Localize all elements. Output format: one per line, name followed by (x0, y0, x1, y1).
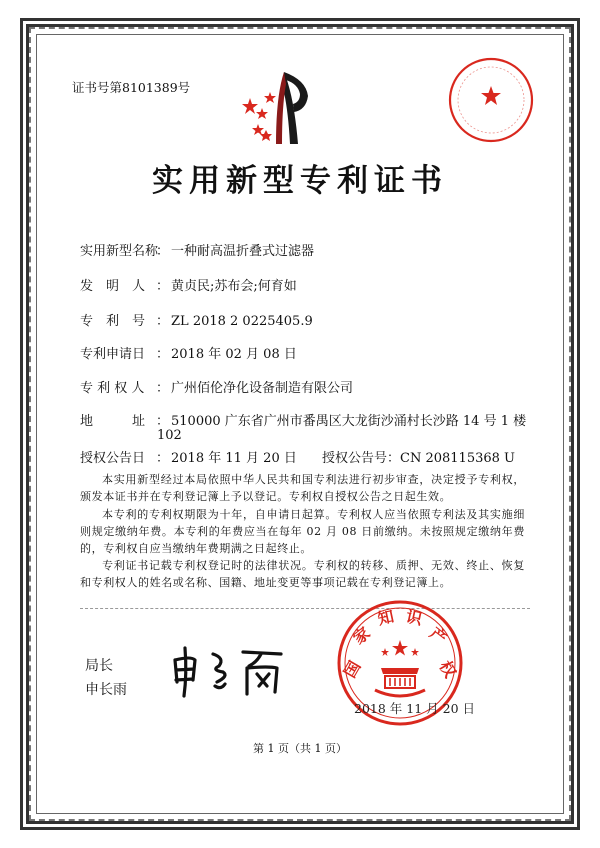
field-value: 2018 年 02 月 08 日 (171, 347, 297, 362)
svg-text:知: 知 (376, 606, 396, 629)
field-value: 2018 年 11 月 20 日 (171, 451, 297, 466)
field-filing-date: 专利申请日 ： 2018 年 02 月 08 日 (80, 343, 297, 362)
field-value: 黄贞民;苏布会;何育如 (171, 279, 297, 294)
svg-text:家: 家 (349, 623, 374, 649)
field-label: 专利申请日 (80, 347, 146, 362)
svg-text:权: 权 (435, 657, 460, 681)
field-inventor: 发 明 人 ： 黄贞民;苏布会;何育如 (80, 275, 297, 294)
field-address: 地 址 ： 510000 广东省广州市番禺区大龙街沙涌村长沙路 14 号 1 楼 (80, 410, 526, 429)
field-label: 发 明 人 (80, 279, 146, 294)
grant-publication-label: 授权公告号： (322, 451, 401, 466)
page-footer: 第 1 页（共 1 页） (253, 742, 347, 755)
body-paragraph-1: 本实用新型经过本局依照中华人民共和国专利法进行初步审查，决定授予专利权，颁发本证书并在专利登记簿上予以登记。专利权自授权公告之日起生效。 (80, 473, 525, 503)
field-value: ZL 2018 2 0225405.9 (171, 314, 313, 329)
field-value: 510000 广东省广州市番禺区大龙街沙涌村长沙路 14 号 1 楼 (171, 414, 527, 429)
body-paragraph-2: 本专利的专利权期限为十年，自申请日起算。专利权人应当依照专利法及其实施细则规定缴纳年费。本专利的年费应当在每年 02 月 08 日前缴纳。未按照规定缴纳年费的，专利权自应当缴纳年费期满之日起终止。 (80, 508, 525, 555)
patent-office-emblem (236, 66, 332, 148)
svg-text:识: 识 (404, 606, 424, 629)
grant-publication-value: CN 208115368 U (400, 451, 515, 466)
field-label: 地 址 (80, 414, 146, 429)
field-value: 广州佰伦净化设备制造有限公司 (171, 381, 354, 396)
document-title: 实用新型专利证书 (152, 163, 448, 199)
director-signature (165, 644, 295, 698)
field-address-line2: 102 (157, 428, 182, 443)
body-paragraph-3: 专利证书记载专利权登记时的法律状况。专利权的转移、质押、无效、终止、恢复和专利权人的姓名或名称、国籍、地址变更等事项记载在专利登记簿上。 (80, 559, 525, 589)
field-label: 授权公告日 (80, 451, 146, 466)
field-patentee: 专 利 权 人 ： 广州佰伦净化设备制造有限公司 (80, 377, 353, 396)
svg-text:产: 产 (426, 623, 451, 649)
field-value: 一种耐高温折叠式过滤器 (171, 244, 315, 259)
certificate-number: 证书号第8101389号 (72, 80, 191, 95)
field-grant-publication-date: 授权公告日 ： 2018 年 11 月 20 日 (80, 447, 297, 466)
seal-date: 2018 年 11 月 20 日 (354, 701, 475, 716)
field-label: 实用新型名称 (80, 244, 159, 259)
director-title: 局长 (85, 658, 113, 674)
field-label: 专 利 号 (80, 314, 146, 329)
field-utility-model-name: 实用新型名称： 一种耐高温折叠式过滤器 (80, 240, 314, 259)
grant-publication-number (322, 447, 515, 466)
field-patent-number: 专 利 号 ： ZL 2018 2 0225405.9 (80, 310, 313, 329)
svg-text:国: 国 (340, 657, 365, 681)
agency-seal (447, 56, 535, 144)
director-name: 申长雨 (85, 682, 127, 698)
field-label: 专 利 权 人 (80, 381, 145, 396)
